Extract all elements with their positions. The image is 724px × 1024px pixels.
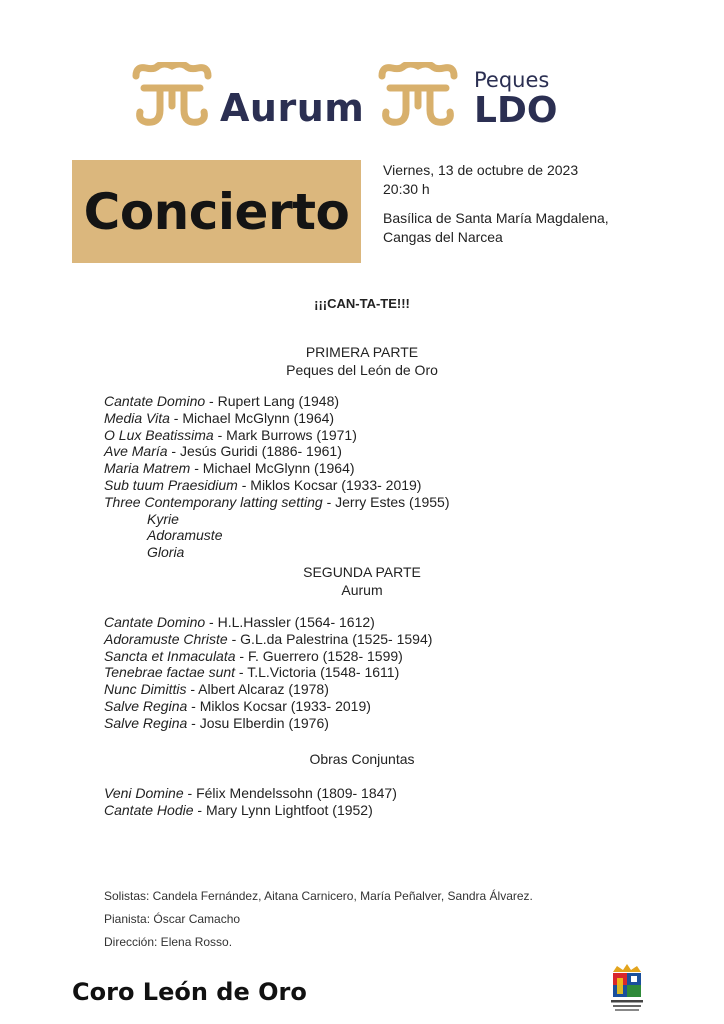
- work-detail: - Miklos Kocsar (1933- 2019): [187, 697, 371, 714]
- work-detail: - T.L.Victoria (1548- 1611): [235, 664, 400, 681]
- work-detail: - Miklos Kocsar (1933- 2019): [237, 476, 422, 493]
- choir-emblem-icon: [130, 62, 214, 132]
- work-title: Cantate Domino: [104, 614, 206, 630]
- event-date: Viernes, 13 de octubre de 2023: [383, 162, 579, 178]
- work-detail: - G.L.da Palestrina (1525- 1594): [227, 630, 433, 647]
- part-one-list: [104, 393, 450, 561]
- list-item: [104, 648, 432, 665]
- work-title: Three Contemporany latting setting: [104, 493, 323, 510]
- list-item: [104, 443, 450, 460]
- work-detail: - Michael McGlynn (1964): [190, 460, 355, 477]
- part-one-heading: [0, 343, 724, 379]
- peques-ldo-logo: [376, 62, 557, 132]
- work-detail: - Josu Elberdin (1976): [187, 714, 329, 731]
- work-detail: - Rupert Lang (1948): [205, 393, 340, 409]
- part-two-title: SEGUNDA PARTE: [303, 564, 421, 580]
- work-title: Maria Matrem: [104, 460, 191, 477]
- work-title: Tenebrae factae sunt: [104, 664, 236, 681]
- joint-works-list: [104, 785, 397, 819]
- soloists: Solistas: Candela Fernández, Aitana Carnicero, María Peñalver, Sandra Álvarez.: [104, 889, 533, 903]
- work-title: Veni Domine: [104, 785, 184, 801]
- list-item: [104, 698, 432, 715]
- movement-item: Kyrie: [147, 510, 179, 527]
- work-detail: - Michael McGlynn (1964): [169, 409, 335, 426]
- list-item: [104, 494, 450, 511]
- program-headline: ¡¡¡CAN-TA-TE!!!: [314, 296, 410, 311]
- event-city: Cangas del Narcea: [383, 229, 503, 245]
- sponsor-logo: [609, 964, 645, 1021]
- movement-item: Gloria: [147, 544, 185, 561]
- list-item: [104, 802, 397, 819]
- list-item: [104, 631, 432, 648]
- work-title: Cantate Hodie: [104, 801, 194, 818]
- work-title: Nunc Dimittis: [104, 681, 187, 698]
- work-title: Cantate Domino: [104, 393, 206, 409]
- work-title: Ave María: [104, 443, 168, 460]
- list-item: [104, 681, 432, 698]
- work-detail: - Albert Alcaraz (1978): [186, 681, 329, 698]
- list-item: [104, 410, 450, 427]
- list-item: [104, 460, 450, 477]
- event-venue: Basílica de Santa María Magdalena,: [383, 210, 609, 226]
- work-detail: - Mark Burrows (1971): [213, 426, 357, 443]
- movement-item: Adoramuste: [147, 527, 223, 544]
- credits: [104, 885, 533, 954]
- list-item: [104, 785, 397, 802]
- event-info: [383, 161, 609, 247]
- list-item: [104, 664, 432, 681]
- banner-title: Concierto: [83, 182, 350, 241]
- work-title: Sancta et Inmaculata: [104, 647, 236, 664]
- list-item: [104, 427, 450, 444]
- list-item: [104, 614, 432, 631]
- work-detail: - H.L.Hassler (1564- 1612): [205, 614, 375, 630]
- part-one-performer: Peques del León de Oro: [286, 362, 438, 378]
- work-title: Salve Regina: [104, 714, 188, 731]
- part-two-list: [104, 614, 432, 732]
- aurum-wordmark: Aurum: [220, 86, 365, 130]
- work-title: O Lux Beatissima: [104, 426, 214, 443]
- work-detail: - Jerry Estes (1955): [322, 493, 450, 510]
- concert-banner: [72, 160, 361, 263]
- work-title: Salve Regina: [104, 697, 188, 714]
- ldo-wordmark: LDO: [474, 90, 558, 131]
- choir-name: Coro León de Oro: [72, 978, 307, 1006]
- list-item: [104, 477, 450, 494]
- list-item: [104, 715, 432, 732]
- peques-wordmark: Peques: [474, 68, 550, 92]
- work-title: Sub tuum Praesidium: [104, 476, 238, 493]
- work-detail: - F. Guerrero (1528- 1599): [235, 647, 403, 664]
- list-item: [104, 393, 450, 410]
- part-two-heading: [0, 563, 724, 599]
- work-detail: - Mary Lynn Lightfoot (1952): [193, 801, 373, 818]
- pianist: Pianista: Óscar Camacho: [104, 912, 241, 926]
- director: Dirección: Elena Rosso.: [104, 935, 233, 949]
- event-time: 20:30 h: [383, 181, 430, 197]
- aurum-logo: [130, 62, 364, 132]
- council-crest-icon: [609, 964, 645, 1016]
- part-one-title: PRIMERA PARTE: [305, 344, 419, 360]
- work-title: Media Vita: [104, 409, 170, 426]
- joint-works-heading: Obras Conjuntas: [309, 751, 415, 767]
- work-detail: - Jesús Guridi (1886- 1961): [167, 443, 342, 460]
- work-title: Adoramuste Christe: [104, 630, 228, 647]
- work-detail: - Félix Mendelssohn (1809- 1847): [183, 785, 397, 801]
- choir-emblem-icon: [376, 62, 460, 132]
- part-two-performer: Aurum: [341, 582, 383, 598]
